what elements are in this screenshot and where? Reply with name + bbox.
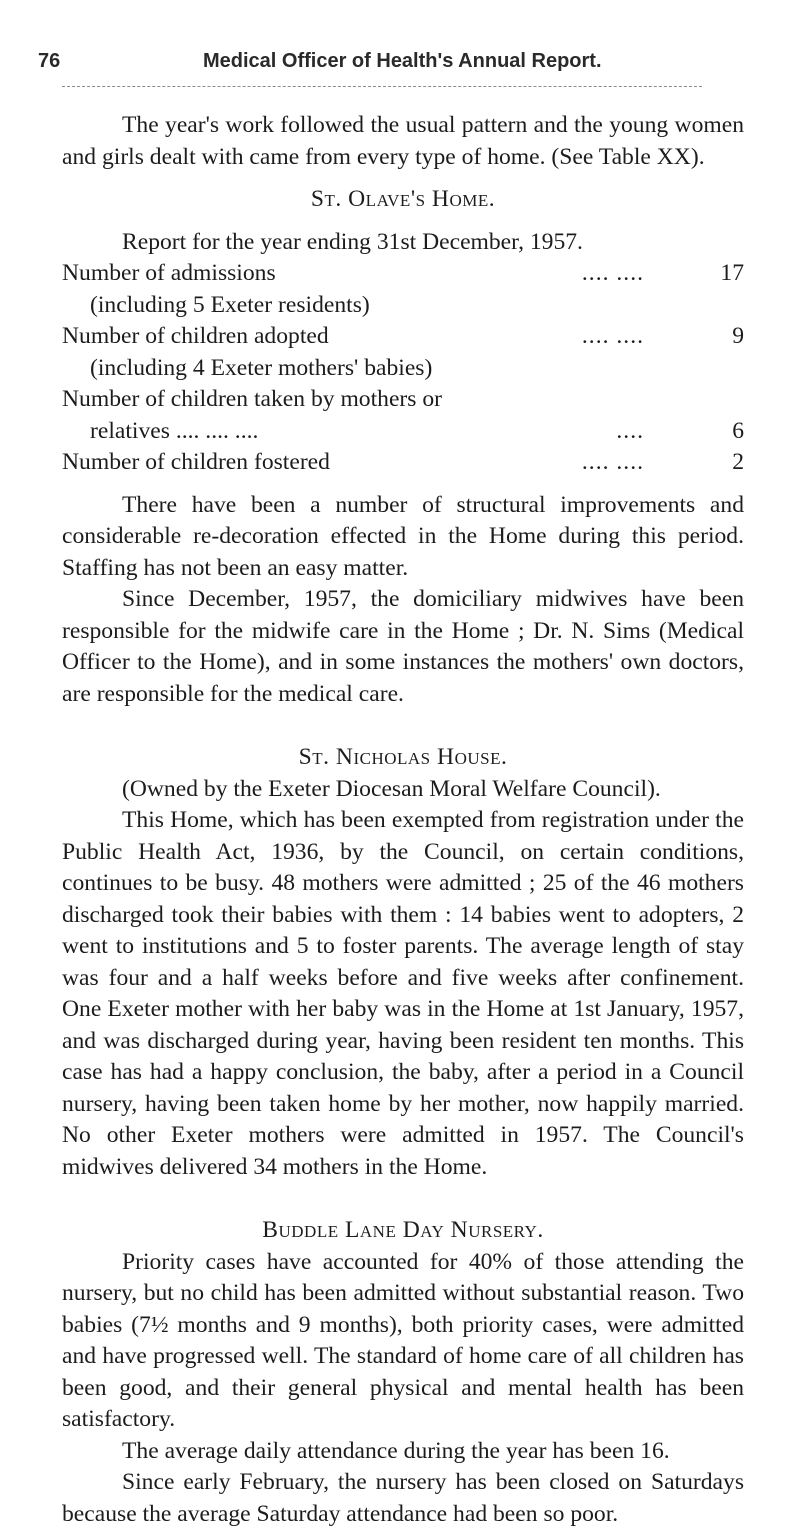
buddle-lane-paragraph-2: The average daily attendance during the year has been 16. (122, 1437, 670, 1464)
stat-dots: .... .... (581, 449, 644, 475)
header-rule (62, 86, 702, 87)
report-title: Medical Officer of Health's Annual Report. (203, 50, 602, 72)
stat-row-adopted (62, 321, 744, 353)
stat-subnote: (including 5 Exeter residents) (90, 291, 370, 318)
intro-paragraph: The year's work followed the usual pattern and the young women and girls dealt with came from every type of home. (See Table XX). (62, 112, 744, 170)
stat-label: Number of children adopted (62, 323, 329, 349)
stat-dots: .... .... (581, 323, 644, 349)
st-olaves-paragraph-1: There have been a number of structural improvements and considerable re-decoration effected in the Home during this period. Staffing has not been an easy matter. (62, 491, 744, 581)
st-olaves-report-line: Report for the year ending 31st December, 1957. (122, 228, 583, 255)
stat-row-admissions (62, 258, 744, 290)
page-body (62, 110, 744, 1530)
st-nicholas-subheading: (Owned by the Exeter Diocesan Moral Welfare Council). (122, 775, 661, 802)
stat-row-relatives-label (62, 384, 744, 416)
buddle-lane-heading: Buddle Lane Day Nursery. (262, 1217, 544, 1243)
stat-label: Number of children fostered (62, 449, 330, 475)
stat-value: 2 (732, 449, 744, 475)
stat-row-relatives (62, 416, 744, 448)
stat-subnote: (including 4 Exeter mothers' babies) (90, 354, 433, 381)
stat-value: 9 (732, 323, 744, 349)
stat-row-fostered (62, 447, 744, 479)
st-nicholas-heading: St. Nicholas House. (298, 744, 508, 770)
stat-label: relatives .... .... .... (90, 417, 259, 444)
page-number: 76 (38, 50, 61, 72)
stat-value: 17 (720, 260, 744, 286)
st-olaves-paragraph-2: Since December, 1957, the domiciliary midwives have been responsible for the midwife care in the Home ; Dr. N. Sims (Medical Officer to the Home), and in some instances the mothers' own doctors, are responsible for the medical care. (62, 586, 744, 707)
buddle-lane-paragraph-3: Since early February, the nursery has been closed on Saturdays because the average Saturday attendance had been so poor. (62, 1469, 744, 1527)
stat-label: Number of admissions (62, 260, 276, 286)
st-olaves-heading: St. Olave's Home. (310, 186, 496, 212)
stat-label: Number of children taken by mothers or (62, 386, 443, 412)
stat-value: 6 (732, 417, 744, 444)
st-nicholas-paragraph: This Home, which has been exempted from registration under the Public Health Act, 1936, by the Council, on certain conditions, continues to be busy. 48 mothers were admitted ; 25 of the 46 mothers discharged took their babies with them : 14 babies went to adopters, 2 went to institutions and 5 to foster parents. The average length of stay was four and a half weeks before and five weeks after confinement. One Exeter mother with her baby was in the Home at 1st January, 1957, and was discharged during year, having been resident ten months. This case has had a happy conclusion, the baby, after a period in a Council nursery, having been taken home by her mother, now happily married. No other Exeter mothers were admitted in 1957. The Council's midwives delivered 34 mothers in the Home. (62, 807, 744, 1180)
stat-dots: .... .... (581, 260, 644, 286)
buddle-lane-paragraph-1: Priority cases have accounted for 40% of those attending the nursery, but no child has been admitted without substantial reason. Two babies (7½ months and 9 months), both priority cases, were admitted and have progressed well. The standard of home care of all children has been good, and their general physical and mental health has been satisfactory. (62, 1248, 744, 1432)
st-olaves-stats (62, 258, 744, 479)
stat-dots: .... (616, 417, 644, 444)
